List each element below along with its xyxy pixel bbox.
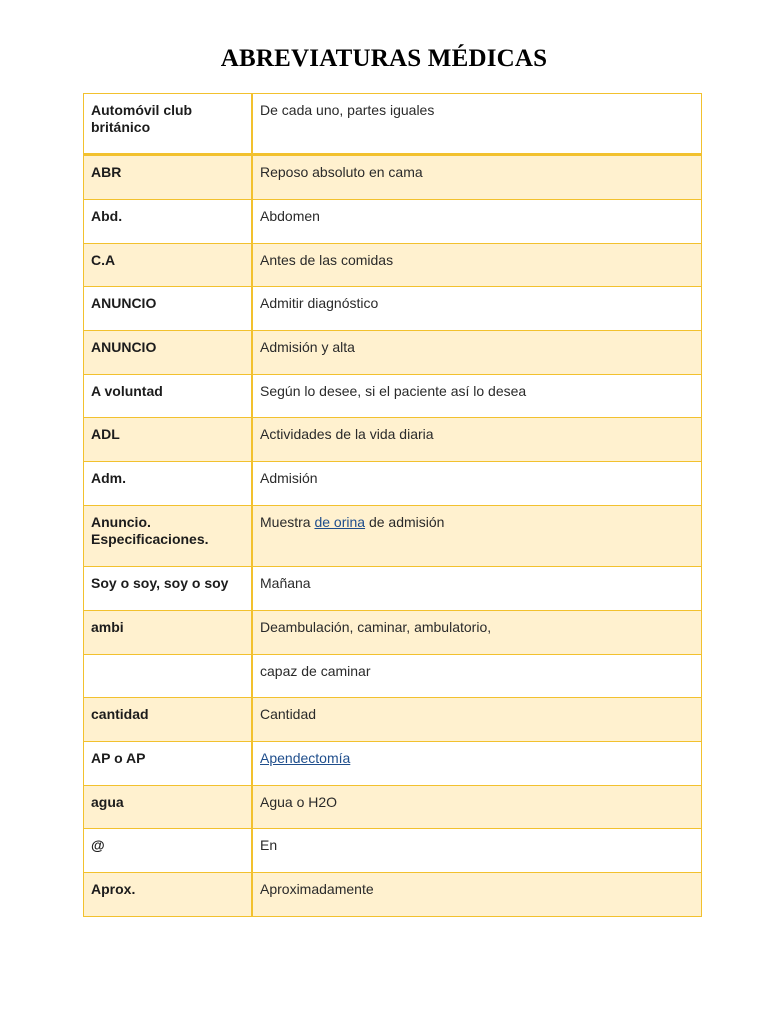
- table-row: [84, 462, 702, 506]
- table-row: [84, 786, 702, 829]
- table-row: [84, 94, 702, 156]
- meaning-cell: Deambulación, caminar, ambulatorio,: [253, 611, 702, 655]
- abbreviation-cell: Abd.: [84, 200, 253, 244]
- abbreviation-cell: Anuncio. Especificaciones.: [84, 506, 253, 567]
- table-row: [84, 698, 702, 742]
- meaning-cell: [253, 742, 702, 786]
- abbreviation-cell: ABR: [84, 156, 253, 200]
- table-row: [84, 156, 702, 200]
- abbreviations-table: [83, 93, 702, 917]
- abbreviation-cell: Adm.: [84, 462, 253, 506]
- abbreviation-cell: ADL: [84, 418, 253, 462]
- abbreviation-cell: Aprox.: [84, 873, 253, 917]
- table-row: [84, 200, 702, 244]
- table-row: [84, 287, 702, 331]
- appendectomy-link[interactable]: Apendectomía: [260, 750, 351, 766]
- meaning-cell: Aproximadamente: [253, 873, 702, 917]
- abbreviation-cell: A voluntad: [84, 375, 253, 418]
- meaning-cell: De cada uno, partes iguales: [253, 94, 702, 153]
- meaning-cell: [253, 506, 702, 567]
- table-row: [84, 873, 702, 917]
- meaning-cell: Cantidad: [253, 698, 702, 742]
- meaning-cell: Mañana: [253, 567, 702, 611]
- meaning-cell: capaz de caminar: [253, 655, 702, 698]
- abbreviation-cell: ANUNCIO: [84, 287, 253, 331]
- table-row: [84, 331, 702, 375]
- abbreviation-cell: Automóvil club británico: [84, 94, 253, 153]
- table-row: [84, 567, 702, 611]
- abbreviation-cell: @: [84, 829, 253, 873]
- meaning-cell: En: [253, 829, 702, 873]
- table-row: [84, 244, 702, 287]
- page-title: ABREVIATURAS MÉDICAS: [220, 45, 548, 72]
- table-row: [84, 655, 702, 698]
- abbreviation-cell: ambi: [84, 611, 253, 655]
- meaning-text: Muestra: [260, 514, 315, 530]
- table-row: [84, 829, 702, 873]
- meaning-cell: Reposo absoluto en cama: [253, 156, 702, 200]
- meaning-cell: Abdomen: [253, 200, 702, 244]
- meaning-cell: Actividades de la vida diaria: [253, 418, 702, 462]
- table-row: [84, 611, 702, 655]
- meaning-cell: Admisión: [253, 462, 702, 506]
- abbreviation-cell: cantidad: [84, 698, 253, 742]
- meaning-cell: Admisión y alta: [253, 331, 702, 375]
- abbreviation-cell: AP o AP: [84, 742, 253, 786]
- meaning-text: de admisión: [365, 514, 445, 530]
- abbreviation-cell: Soy o soy, soy o soy: [84, 567, 253, 611]
- meaning-cell: Antes de las comidas: [253, 244, 702, 287]
- meaning-cell: Agua o H2O: [253, 786, 702, 829]
- table-row: [84, 742, 702, 786]
- abbreviation-cell: agua: [84, 786, 253, 829]
- meaning-cell: Según lo desee, si el paciente así lo desea: [253, 375, 702, 418]
- abbreviation-cell: C.A: [84, 244, 253, 287]
- abbreviation-cell: [84, 655, 253, 698]
- abbreviation-cell: ANUNCIO: [84, 331, 253, 375]
- urine-link[interactable]: de orina: [314, 514, 366, 530]
- table-row: [84, 506, 702, 567]
- table-row: [84, 418, 702, 462]
- meaning-cell: Admitir diagnóstico: [253, 287, 702, 331]
- table-row: [84, 375, 702, 418]
